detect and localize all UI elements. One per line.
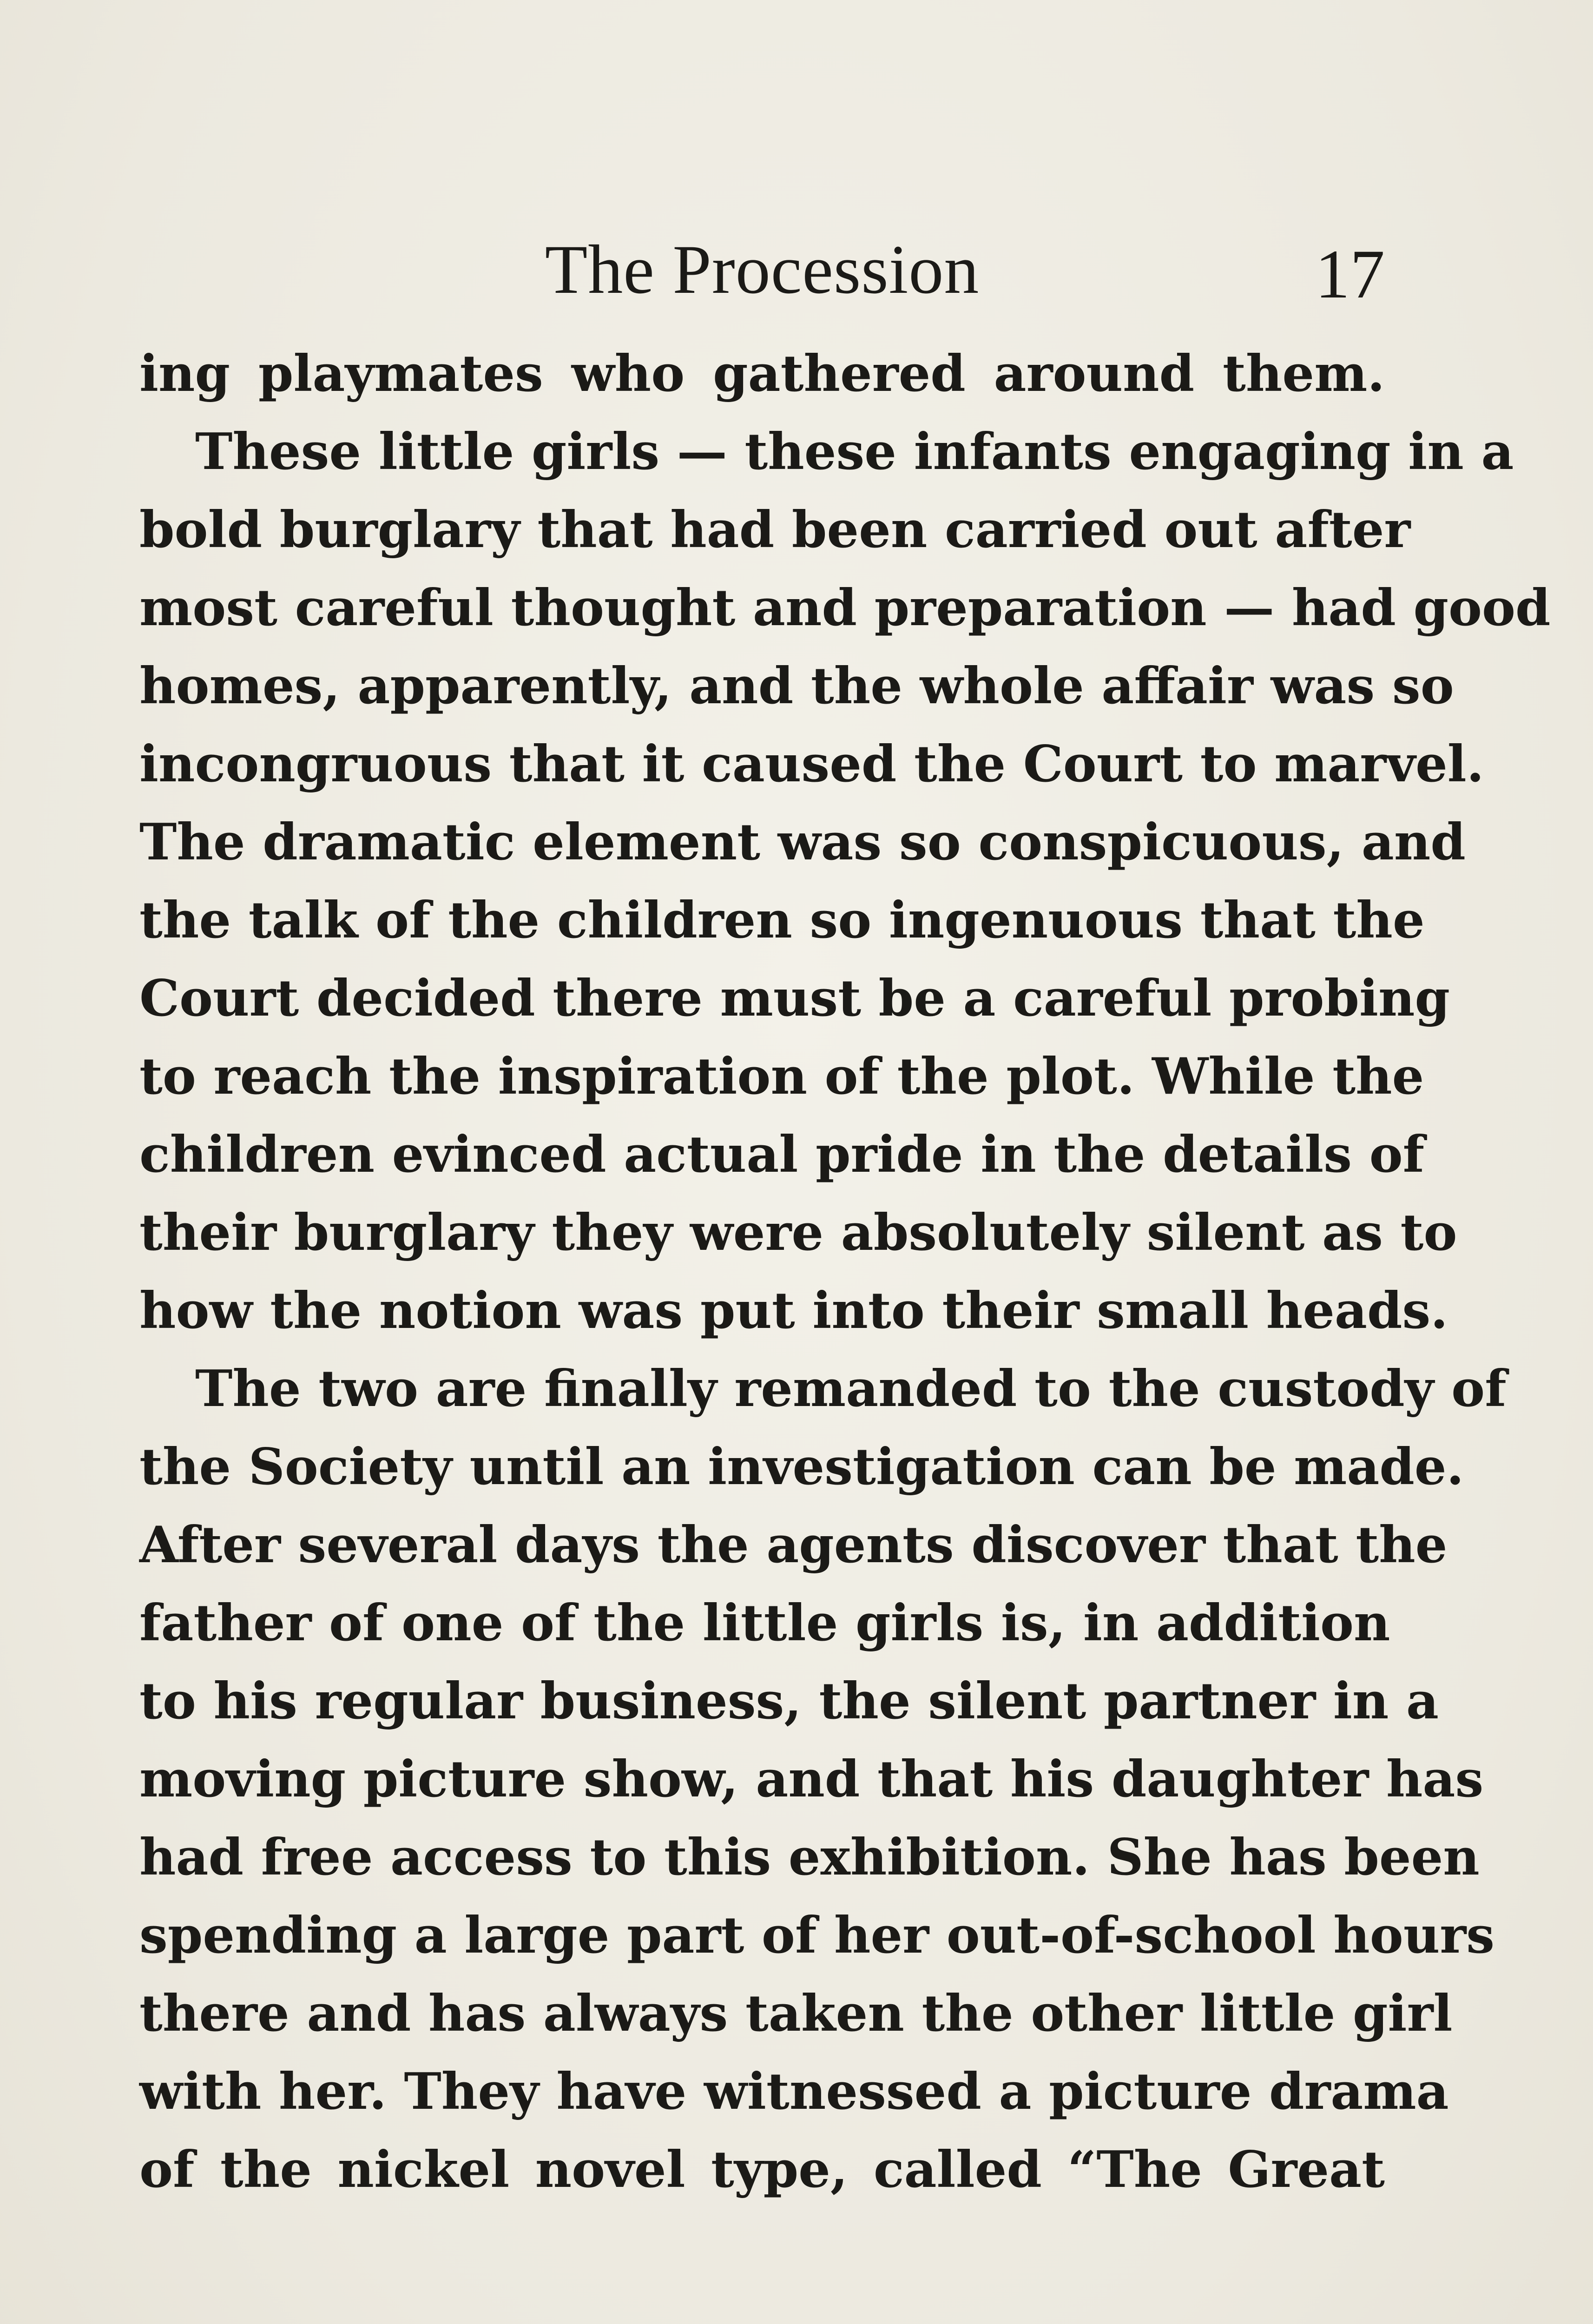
chapter-title: The Procession — [545, 231, 980, 308]
text-line: how the notion was put into their small heads. — [139, 1281, 1448, 1340]
text-line: there and has always taken the other little girl — [139, 1984, 1453, 2043]
text-line: These little girls — these infants engaging in a — [195, 423, 1514, 481]
text-line: After several days the agents discover that the — [139, 1516, 1448, 1574]
running-head — [139, 223, 1385, 316]
text-line: incongruous that it caused the Court to marvel. — [139, 735, 1484, 793]
text-line: Court decided there must be a careful probing — [139, 969, 1450, 1028]
body-text — [139, 335, 1551, 2209]
text-line: the Society until an investigation can be made. — [139, 1438, 1464, 1496]
text-line: most careful thought and preparation — had good — [139, 579, 1551, 637]
text-line: father of one of the little girls is, in addition — [139, 1594, 1390, 1652]
text-line: ing playmates who gathered around them. — [139, 344, 1385, 403]
text-line: spending a large part of her out-of-school hours — [139, 1906, 1495, 1965]
text-line: their burglary they were absolutely silent as to — [139, 1203, 1457, 1262]
text-line: to his regular business, the silent partner in a — [139, 1672, 1439, 1730]
text-line: The two are finally remanded to the custody of — [195, 1360, 1507, 1418]
text-line: with her. They have witnessed a picture drama — [139, 2062, 1449, 2121]
text-line: the talk of the children so ingenuous that the — [139, 891, 1425, 950]
text-line: of the nickel novel type, called “The Great — [139, 2140, 1385, 2199]
text-line: to reach the inspiration of the plot. While the — [139, 1047, 1424, 1106]
text-line: The dramatic element was so conspicuous, and — [139, 813, 1466, 872]
text-line: moving picture show, and that his daughter has — [139, 1750, 1484, 1809]
text-line: bold burglary that had been carried out after — [139, 501, 1411, 559]
text-line: homes, apparently, and the whole affair was so — [139, 657, 1454, 715]
page-number: 17 — [1315, 236, 1385, 313]
text-line: had free access to this exhibition. She has been — [139, 1828, 1480, 1887]
text-line: children evinced actual pride in the details of — [139, 1125, 1425, 1184]
